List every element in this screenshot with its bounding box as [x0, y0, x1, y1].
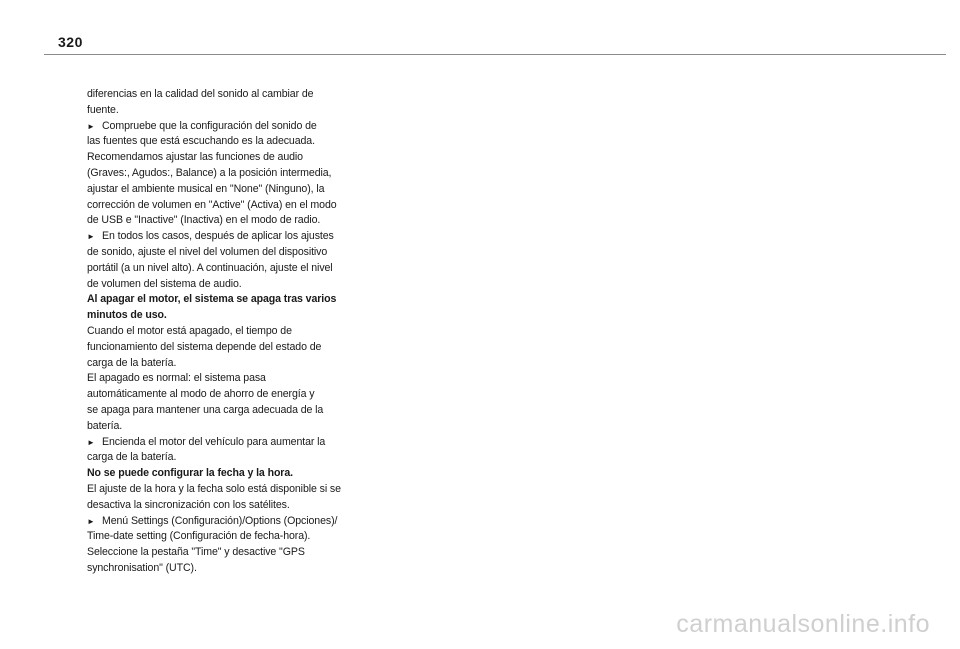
text-line: [87, 245, 355, 261]
line-text: Cuando el motor está apagado, el tiempo de: [87, 324, 292, 337]
bold-text-line: [87, 308, 355, 324]
text-line: [87, 103, 355, 119]
text-line: [87, 529, 355, 545]
text-line: [87, 261, 355, 277]
text-line: [87, 87, 355, 103]
text-line: [87, 356, 355, 372]
line-text: minutos de uso.: [87, 309, 167, 322]
text-line: [87, 150, 355, 166]
text-line: [87, 277, 355, 293]
line-text: carga de la batería.: [87, 356, 177, 369]
page-number: 320: [58, 34, 83, 50]
line-text: Compruebe que la configuración del sonido de: [102, 119, 317, 132]
line-text: No se puede configurar la fecha y la hora.: [87, 467, 293, 480]
line-text: de USB e "Inactive" (Inactiva) en el modo de radio.: [87, 214, 321, 227]
line-text: las fuentes que está escuchando es la adecuada.: [87, 135, 315, 148]
bullet-arrow-icon: ►: [87, 437, 95, 447]
text-line: [87, 198, 355, 214]
text-line: [87, 403, 355, 419]
body-text: [87, 87, 355, 577]
text-line: [87, 371, 355, 387]
line-text: Time-date setting (Configuración de fecha-hora).: [87, 530, 311, 543]
text-line: [87, 340, 355, 356]
line-text: Recomendamos ajustar las funciones de audio: [87, 151, 303, 164]
line-text: de sonido, ajuste el nivel del volumen del dispositivo: [87, 245, 328, 258]
line-text: Al apagar el motor, el sistema se apaga tras varios: [87, 293, 337, 306]
line-text: se apaga para mantener una carga adecuada de la: [87, 403, 324, 416]
line-text: de volumen del sistema de audio.: [87, 277, 242, 290]
line-text: funcionamiento del sistema depende del estado de: [87, 340, 322, 353]
line-text: ajustar el ambiente musical en "None" (Ninguno), la: [87, 182, 325, 195]
bullet-arrow-icon: ►: [87, 232, 95, 242]
text-line: [87, 498, 355, 514]
text-line: [87, 134, 355, 150]
text-line: [87, 435, 355, 451]
header-divider: [44, 54, 946, 55]
text-line: [87, 450, 355, 466]
bold-text-line: [87, 466, 355, 482]
line-text: automáticamente al modo de ahorro de energía y: [87, 388, 315, 401]
text-line: [87, 514, 355, 530]
text-line: [87, 324, 355, 340]
bullet-arrow-icon: ►: [87, 121, 95, 131]
line-text: Encienda el motor del vehículo para aumentar la: [102, 435, 326, 448]
text-line: [87, 229, 355, 245]
text-line: [87, 213, 355, 229]
text-line: [87, 482, 355, 498]
watermark: carmanualsonline.info: [676, 610, 930, 638]
line-text: Menú Settings (Configuración)/Options (Opciones)/: [102, 514, 338, 527]
text-line: [87, 419, 355, 435]
text-line: [87, 119, 355, 135]
line-text: portátil (a un nivel alto). A continuación, ajuste el nivel: [87, 261, 333, 274]
line-text: carga de la batería.: [87, 451, 177, 464]
line-text: diferencias en la calidad del sonido al cambiar de: [87, 88, 314, 100]
line-text: synchronisation" (UTC).: [87, 561, 197, 574]
text-line: [87, 561, 355, 577]
text-line: [87, 545, 355, 561]
text-line: [87, 182, 355, 198]
line-text: (Graves:, Agudos:, Balance) a la posición intermedia,: [87, 166, 332, 179]
line-text: batería.: [87, 419, 123, 432]
line-text: desactiva la sincronización con los satélites.: [87, 498, 290, 511]
line-text: Seleccione la pestaña "Time" y desactive "GPS: [87, 546, 305, 559]
line-text: corrección de volumen en "Active" (Activa) en el modo: [87, 198, 337, 211]
line-text: El apagado es normal: el sistema pasa: [87, 372, 266, 385]
text-line: [87, 166, 355, 182]
bullet-arrow-icon: ►: [87, 516, 95, 526]
text-line: [87, 387, 355, 403]
bold-text-line: [87, 292, 355, 308]
line-text: El ajuste de la hora y la fecha solo está disponible si se: [87, 482, 341, 495]
line-text: En todos los casos, después de aplicar los ajustes: [102, 230, 334, 243]
line-text: fuente.: [87, 103, 119, 116]
